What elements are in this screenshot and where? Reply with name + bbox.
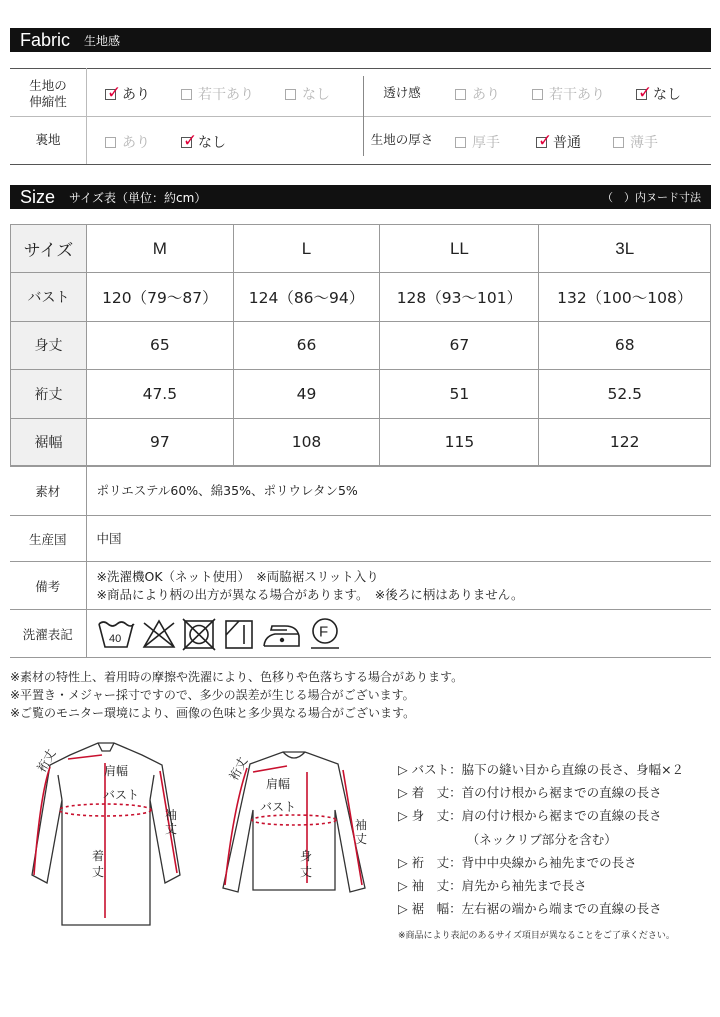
table-cell: 108 bbox=[233, 418, 380, 466]
option-text: あり bbox=[122, 87, 150, 103]
sweater-sodetake-label: 袖丈 bbox=[355, 818, 368, 846]
definition-line: ▷ 袖 丈：肩先から袖先まで長さ bbox=[398, 878, 587, 894]
material-value: ポリエステル60%、綿35%、ポリウレタン5% bbox=[86, 466, 711, 516]
size-title: Size bbox=[20, 186, 56, 207]
table-row bbox=[10, 516, 711, 562]
measurement-definitions bbox=[398, 758, 684, 920]
sweater-bust-label: バスト bbox=[260, 800, 297, 814]
lining-label: 裏地 bbox=[35, 132, 61, 147]
stretch-option-no bbox=[285, 84, 330, 104]
table-cell: 49 bbox=[233, 370, 380, 418]
option-text: 若干あり bbox=[549, 87, 605, 103]
table-cell: 68 bbox=[539, 321, 711, 369]
size-table bbox=[10, 224, 711, 467]
stretch-option-yes: ✓ あり bbox=[107, 82, 150, 103]
table-cell: 47.5 bbox=[87, 370, 234, 418]
table-cell: 97 bbox=[87, 418, 234, 466]
sweater-katahaba-label: 肩幅 bbox=[266, 777, 291, 791]
remarks-line: ※洗濯機OK（ネット使用） ※両脇裾スリット入り bbox=[96, 569, 379, 584]
table-row bbox=[10, 562, 711, 610]
size-header-cell: L bbox=[233, 225, 380, 273]
sheer-option-yes bbox=[455, 84, 500, 104]
option-text: あり bbox=[122, 135, 150, 151]
row-label: 身丈 bbox=[11, 321, 87, 369]
stretch-label-text: 生地の 伸縮性 bbox=[29, 78, 67, 110]
row-label: 裾幅 bbox=[11, 418, 87, 466]
stretch-option-slight bbox=[181, 84, 254, 104]
origin-value: 中国 bbox=[86, 516, 711, 562]
care-icons bbox=[86, 610, 711, 658]
size-header-cell: M bbox=[87, 225, 234, 273]
jacket-yuki-label: 裄丈 bbox=[34, 746, 59, 775]
material-label: 素材 bbox=[10, 466, 86, 516]
table-cell: 67 bbox=[380, 321, 539, 369]
dryclean-f-icon bbox=[311, 619, 339, 648]
note-line: ※ご覧のモニター環境により、画像の色味と多少異なる場合がございます。 bbox=[10, 706, 416, 720]
definition-line: ▷ 裄 丈：背中中央線から袖先までの長さ bbox=[398, 854, 637, 870]
definition-line: ▷ 着 丈：首の付け根から裾までの直線の長さ bbox=[398, 785, 662, 801]
table-row bbox=[11, 273, 711, 321]
option-text: 厚手 bbox=[472, 135, 500, 151]
jacket-kitake-label: 着丈 bbox=[92, 849, 105, 879]
remarks-line: ※商品により柄の出方が異なる場合があります。 ※後ろに柄はありません。 bbox=[96, 586, 524, 602]
fine-print: ※商品により表記のあるサイズ項目が異なることをご了承ください。 bbox=[398, 931, 675, 941]
note-line: ※素材の特性上、着用時の摩擦や洗濯により、色移りや色落ちする場合があります。 bbox=[10, 670, 464, 684]
table-row bbox=[11, 418, 711, 466]
remarks-label: 備考 bbox=[10, 562, 86, 610]
remarks-value bbox=[86, 562, 711, 610]
table-cell: 132（100〜108） bbox=[539, 273, 711, 321]
note-line: ※平置き・メジャー採寸ですので、多少の誤差が生じる場合がございます。 bbox=[10, 688, 415, 702]
row-label: 裄丈 bbox=[11, 370, 87, 418]
table-cell: 51 bbox=[380, 370, 539, 418]
sheer-option-no: ✓ なし bbox=[638, 82, 681, 103]
table-row bbox=[11, 370, 711, 418]
thickness-label: 生地の厚さ bbox=[370, 132, 434, 147]
definition-line: ▷ 裾 幅：左右裾の端から端までの直線の長さ bbox=[398, 901, 662, 917]
lining-option-yes bbox=[105, 132, 150, 152]
size-table-header-row bbox=[11, 225, 711, 273]
thickness-option-thin bbox=[613, 132, 658, 152]
option-text: 普通 bbox=[553, 135, 581, 151]
jacket-sodetake-label: 袖丈 bbox=[165, 808, 178, 836]
thickness-option-normal: ✓ 普通 bbox=[538, 130, 581, 151]
jacket-katahaba-label: 肩幅 bbox=[104, 764, 129, 778]
table-cell: 128（93〜101） bbox=[380, 273, 539, 321]
origin-label: 生産国 bbox=[10, 516, 86, 562]
sweater-mitake-label: 身丈 bbox=[300, 849, 313, 879]
option-text: 薄手 bbox=[630, 135, 658, 151]
table-cell: 120（79〜87） bbox=[87, 273, 234, 321]
size-header-cell: サイズ bbox=[11, 225, 87, 273]
fabric-subtitle: 生地感 bbox=[84, 33, 121, 48]
notes bbox=[10, 668, 463, 722]
table-cell: 66 bbox=[233, 321, 380, 369]
no-bleach-icon bbox=[144, 621, 174, 647]
row-label: バスト bbox=[11, 273, 87, 321]
no-tumble-dry-icon bbox=[183, 619, 215, 650]
care-label: 洗濯表記 bbox=[10, 610, 86, 658]
stretch-label bbox=[14, 78, 82, 111]
definition-line: （ネックリブ部分を含む） bbox=[398, 831, 617, 847]
definition-line: ▷ バスト：脇下の縫い目から直線の長さ、身幅×２ bbox=[398, 762, 685, 777]
option-text: 若干あり bbox=[198, 87, 254, 103]
sheer-label: 透け感 bbox=[383, 85, 421, 100]
table-cell: 65 bbox=[87, 321, 234, 369]
jacket-bust-label: バスト bbox=[103, 788, 140, 802]
lining-option-no: ✓ なし bbox=[183, 130, 226, 151]
sweater-yuki-label: 裄丈 bbox=[226, 754, 251, 783]
table-cell: 124（86〜94） bbox=[233, 273, 380, 321]
option-text: なし bbox=[198, 135, 226, 151]
table-row bbox=[11, 321, 711, 369]
size-header-cell: 3L bbox=[539, 225, 711, 273]
size-subtitle: サイズ表（単位：約cm） bbox=[69, 190, 207, 205]
thickness-option-thick bbox=[455, 132, 500, 152]
fabric-header bbox=[10, 28, 711, 52]
table-cell: 122 bbox=[539, 418, 711, 466]
option-text: なし bbox=[653, 87, 681, 103]
wash-40-icon bbox=[99, 622, 134, 647]
option-text: なし bbox=[302, 87, 330, 103]
wash-temp: 40 bbox=[108, 632, 121, 645]
table-cell: 52.5 bbox=[539, 370, 711, 418]
table-row bbox=[10, 610, 711, 658]
size-note: （ ）内ヌード寸法 bbox=[602, 191, 701, 204]
definition-line: ▷ 身 丈：肩の付け根から裾までの直線の長さ bbox=[398, 808, 662, 824]
sheer-option-slight bbox=[532, 84, 605, 104]
table-row bbox=[10, 466, 711, 516]
dryclean-letter: F bbox=[318, 623, 328, 640]
line-dry-icon bbox=[226, 621, 252, 648]
material-table bbox=[10, 465, 711, 658]
table-cell: 115 bbox=[380, 418, 539, 466]
iron-low-icon bbox=[264, 626, 299, 646]
size-header-cell: LL bbox=[380, 225, 539, 273]
fabric-title: Fabric bbox=[20, 29, 71, 50]
option-text: あり bbox=[472, 87, 500, 103]
size-header bbox=[10, 185, 711, 209]
